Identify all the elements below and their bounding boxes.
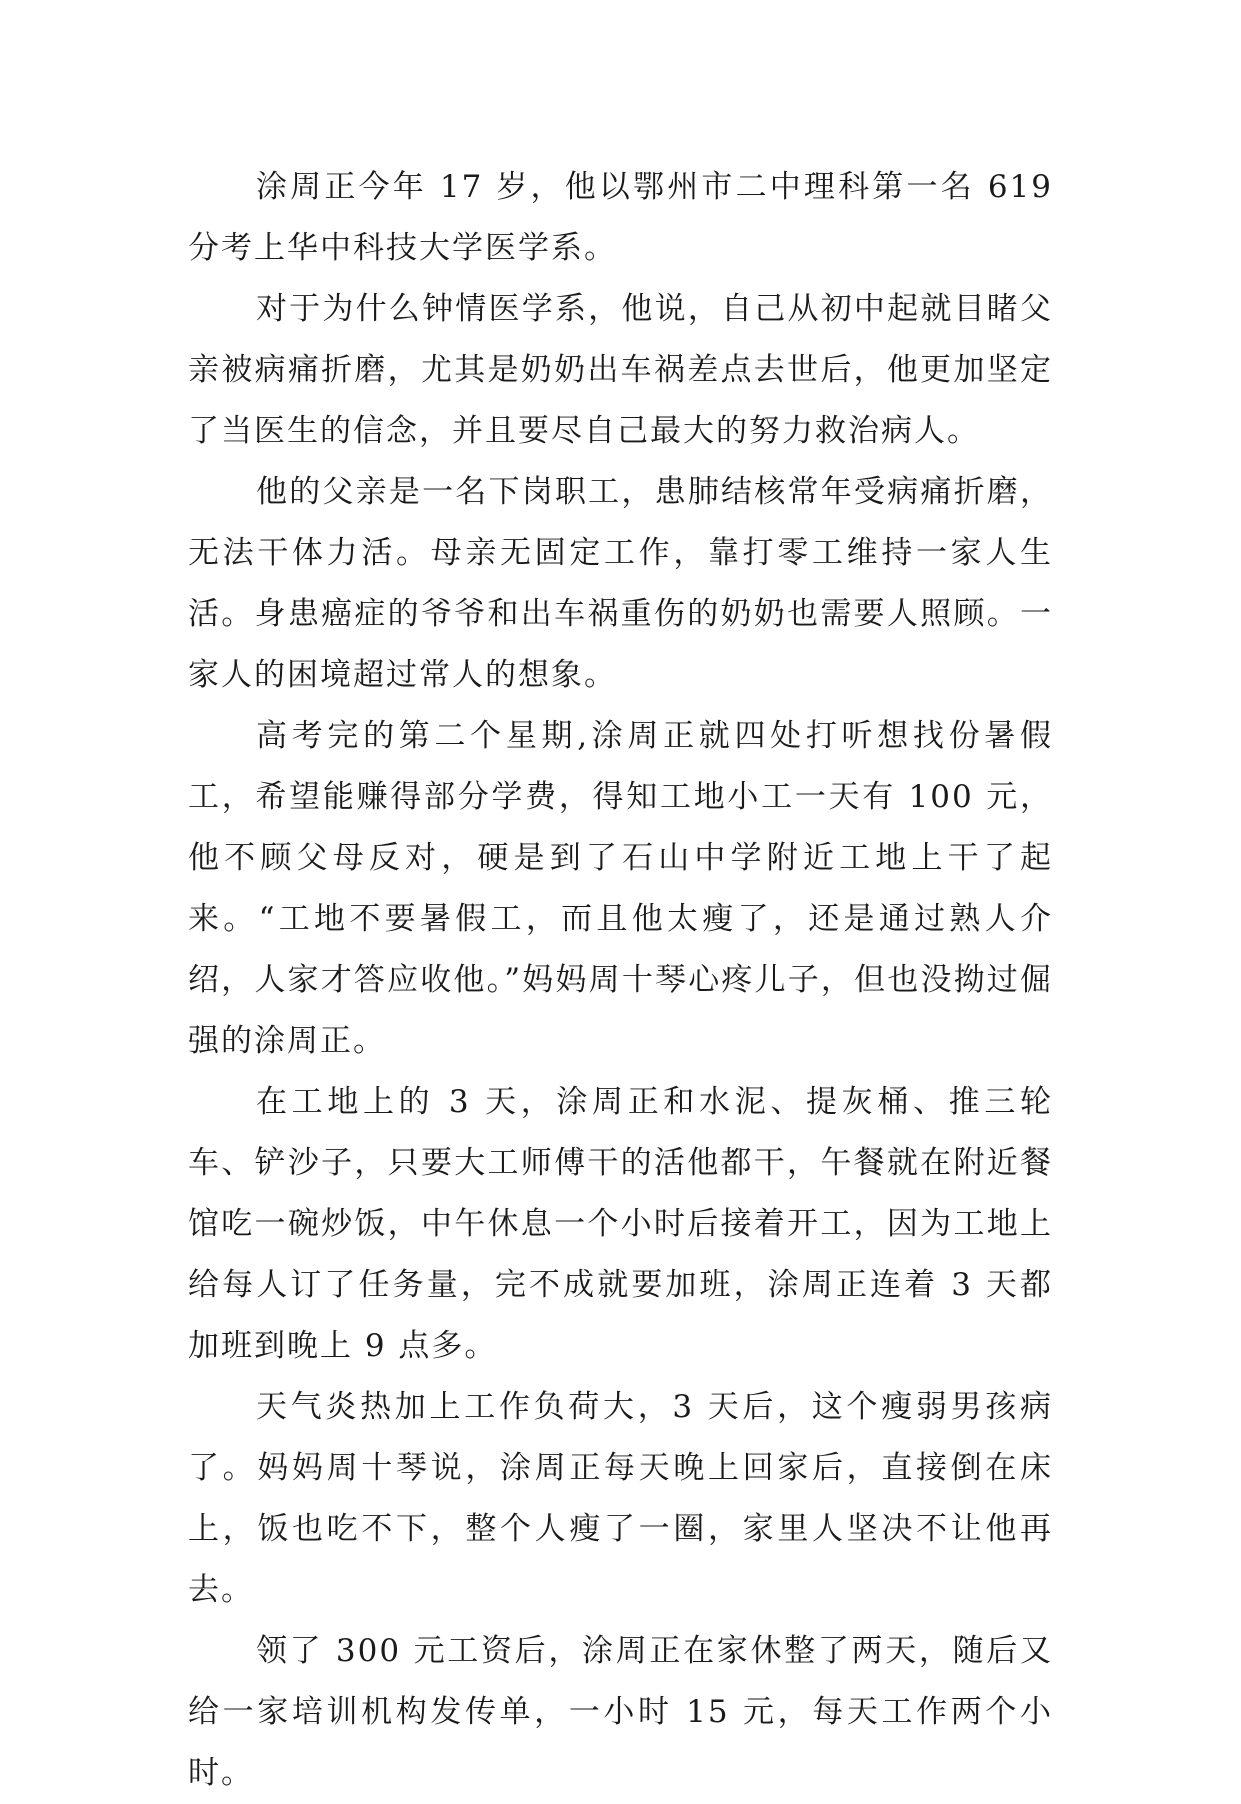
- article-body: [188, 157, 1053, 1804]
- paragraph: 在工地上的 3 天，涂周正和水泥、提灰桶、推三轮车、铲沙子，只要大工师傅干的活他都干，午餐就在附近餐馆吃一碗炒饭，中午休息一个小时后接着开工，因为工地上给每人订了任务量，完不成就要加班，涂周正连着 3 天都加班到晚上 9 点多。: [188, 1084, 1053, 1364]
- paragraph: 对于为什么钟情医学系，他说，自己从初中起就目睹父亲被病痛折磨，尤其是奶奶出车祸差点去世后，他更加坚定了当医生的信念，并且要尽自己最大的努力救治病人。: [188, 291, 1053, 449]
- paragraph: 领了 300 元工资后，涂周正在家休整了两天，随后又给一家培训机构发传单，一小时 15 元，每天工作两个小时。: [188, 1633, 1053, 1791]
- paragraph: 天气炎热加上工作负荷大，3 天后，这个瘦弱男孩病了。妈妈周十琴说，涂周正每天晚上回家后，直接倒在床上，饭也吃不下，整个人瘦了一圈，家里人坚决不让他再去。: [188, 1389, 1053, 1608]
- paragraph: 高考完的第二个星期,涂周正就四处打听想找份暑假工，希望能赚得部分学费，得知工地小工一天有 100 元，他不顾父母反对，硬是到了石山中学附近工地上干了起来。“工地不要暑假工，而且他太瘦了，还是通过熟人介绍，人家才答应收他。”妈妈周十琴心疼儿子，但也没拗过倔强的涂周正。: [188, 718, 1053, 1059]
- paragraph: 他的父亲是一名下岗职工，患肺结核常年受病痛折磨，无法干体力活。母亲无固定工作，靠打零工维持一家人生活。身患癌症的爷爷和出车祸重伤的奶奶也需要人照顾。一家人的困境超过常人的想象。: [188, 474, 1053, 693]
- paragraph: 涂周正今年 17 岁，他以鄂州市二中理科第一名 619 分考上华中科技大学医学系。: [188, 169, 1053, 266]
